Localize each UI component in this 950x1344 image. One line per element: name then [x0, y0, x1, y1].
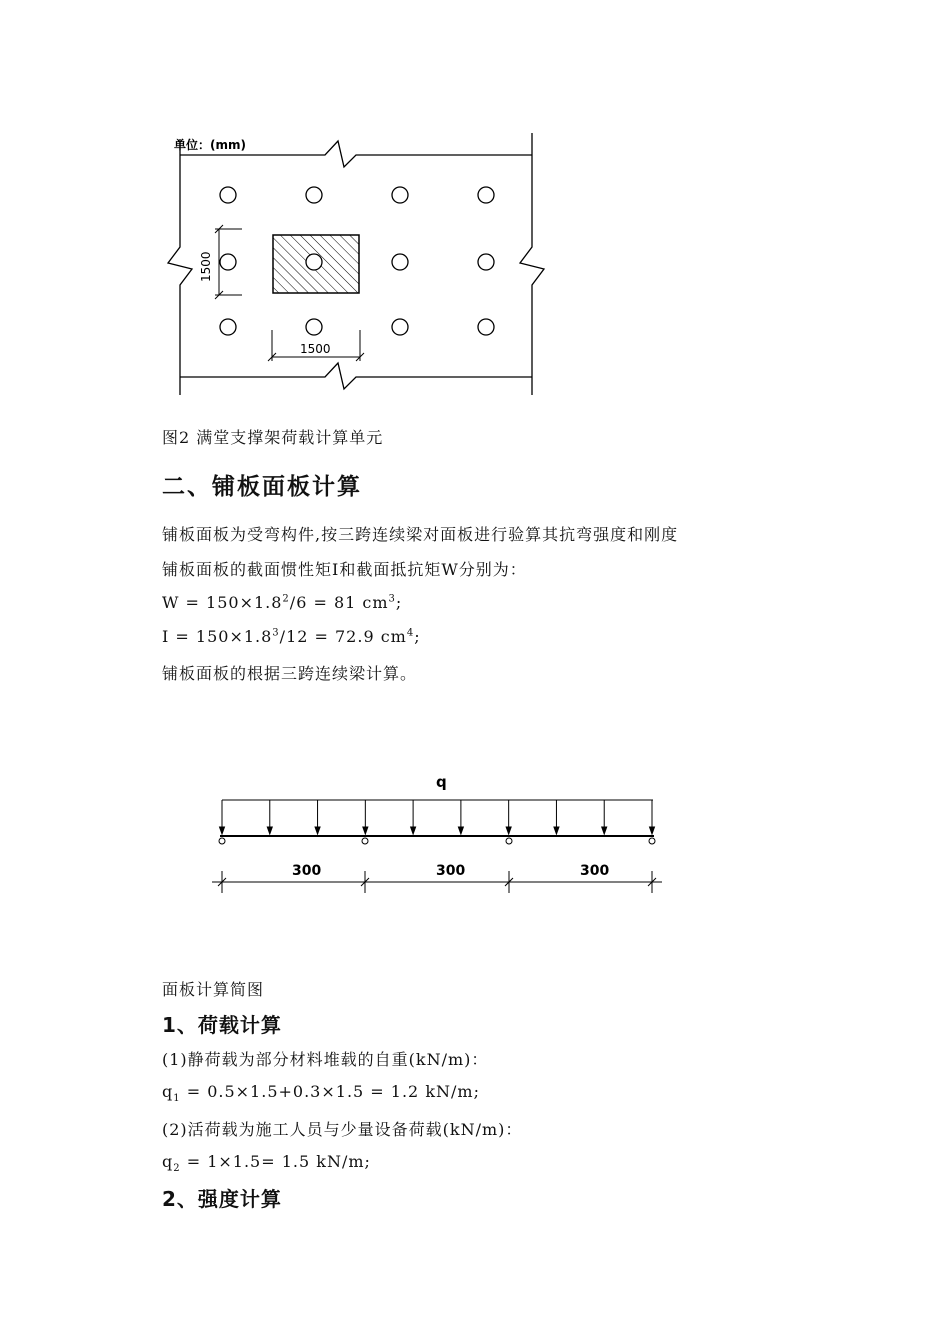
pole — [220, 254, 236, 270]
load-arrow-head — [458, 827, 463, 834]
load-arrow-head — [267, 827, 272, 834]
section-heading-load-calc: 1、荷载计算 — [162, 1013, 282, 1037]
formula-w: $W = 150\times 1.8^2/6 = 81$ $cm^3$; — [162, 593, 403, 612]
section-heading-panel-calc: 二、铺板面板计算 — [162, 474, 362, 500]
load-unit-plan-figure — [160, 125, 560, 405]
support — [649, 838, 655, 844]
unit-label: 单位：(mm) — [174, 138, 246, 152]
figure1-caption: 图2 满堂支撑架荷载计算单元 — [162, 428, 384, 447]
pole — [478, 187, 494, 203]
load-arrows — [220, 800, 655, 834]
paragraph-three-span: 铺板面板的根据三跨连续梁计算。 — [162, 664, 418, 683]
formula-q1: $q_1 = 0.5\times 1.5+0.3\times 1.5 = 1.2$ kN/m; — [162, 1082, 480, 1105]
load-q-label: q — [436, 773, 447, 791]
pole — [306, 319, 322, 335]
dim-horizontal-label: 1500 — [300, 342, 331, 356]
pole — [392, 254, 408, 270]
span-label-1: 300 — [292, 863, 322, 879]
load-arrow-head — [554, 827, 559, 834]
formula-i: $I = 150\times 1.8^3/12 = 72.9$ $cm^4$; — [162, 627, 421, 646]
load-arrow-head — [650, 827, 655, 834]
load-arrow-head — [220, 827, 225, 834]
supports — [219, 838, 655, 844]
pole — [220, 319, 236, 335]
load-arrow-head — [602, 827, 607, 834]
pole — [306, 187, 322, 203]
bottom-edge-break-line — [180, 363, 532, 389]
span-label-2: 300 — [436, 863, 466, 879]
pole — [220, 187, 236, 203]
paragraph-bending-member: 铺板面板为受弯构件,按三跨连续梁对面板进行验算其抗弯强度和刚度 — [162, 525, 679, 544]
right-edge-break-line — [520, 133, 544, 395]
support — [219, 838, 225, 844]
left-edge-break-line — [168, 139, 192, 395]
pole — [478, 254, 494, 270]
section-heading-strength-calc: 2、强度计算 — [162, 1187, 282, 1211]
pole — [392, 319, 408, 335]
paragraph-dead-load: (1)静荷载为部分材料堆载的自重(kN/m)： — [162, 1050, 489, 1069]
figure2-caption: 面板计算简图 — [162, 980, 265, 999]
paragraph-live-load: (2)活荷载为施工人员与少量设备荷载(kN/m)： — [162, 1120, 523, 1139]
dim-vertical-label: 1500 — [199, 251, 213, 282]
formula-q2: $q_2 = 1\times 1.5= 1.5$ kN/m; — [162, 1152, 371, 1175]
pole — [392, 187, 408, 203]
paragraph-section-properties: 铺板面板的截面惯性矩I和截面抵抗矩W分别为： — [162, 560, 527, 579]
support — [506, 838, 512, 844]
load-arrow-head — [315, 827, 320, 834]
three-span-beam-figure — [200, 765, 680, 905]
load-arrow-head — [506, 827, 511, 834]
load-arrow-head — [411, 827, 416, 834]
span-label-3: 300 — [580, 863, 610, 879]
support — [362, 838, 368, 844]
pole — [306, 254, 322, 270]
pole — [478, 319, 494, 335]
load-arrow-head — [363, 827, 368, 834]
